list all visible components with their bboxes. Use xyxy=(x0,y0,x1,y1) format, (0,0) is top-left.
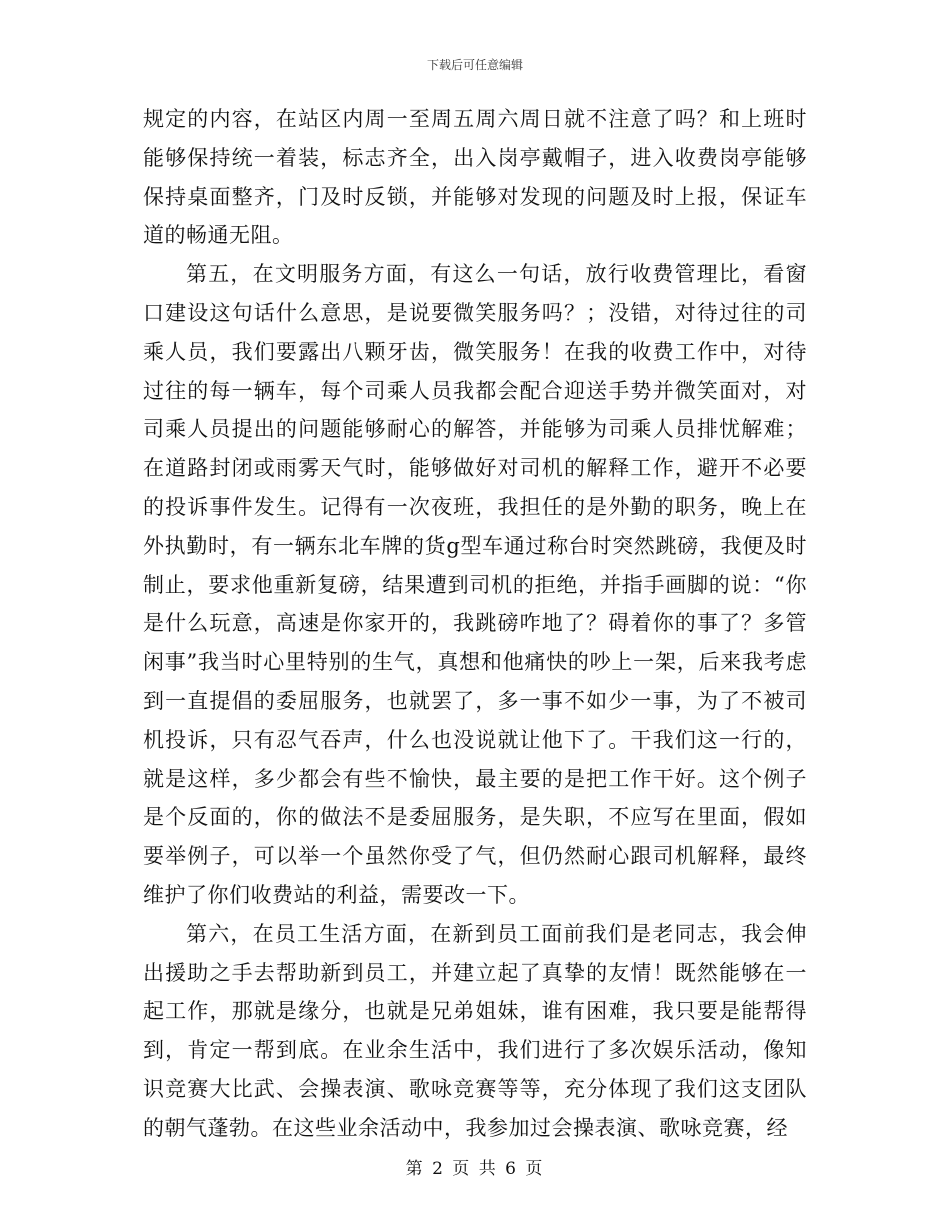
paragraph-staff-life: 第六，在员工生活方面，在新到员工面前我们是老同志，我会伸出援助之手去帮助新到员工，并建立起了真挚的友情！既然能够在一起工作，那就是缘分，也就是兄弟姐妹，谁有困难，我只要是能帮得到，肯定一帮到底。在业余生活中，我们进行了多次娱乐活动，像知识竞赛大比武、会操表演、歌咏竞赛等等，充分体现了我们这支团队的朝气蓬勃。在这些业余活动中，我参加过会操表演、歌咏竞赛，经 xyxy=(143,921,807,1140)
page-header: 下载后可任意编辑 xyxy=(426,58,523,72)
document-body xyxy=(143,100,807,1148)
paragraph-civil-service: 第五，在文明服务方面，有这么一句话，放行收费管理比，看窗口建设这句话什么意思，是说要微笑服务吗？；没错，对待过往的司乘人员，我们要露出八颗牙齿，微笑服务！在我的收费工作中，对待过往的每一辆车，每个司乘人员我都会配合迎送手势并微笑面对，对司乘人员提出的问题能够耐心的解答，并能够为司乘人员排忧解难；在道路封闭或雨雾天气时，能够做好对司机的解释工作，避开不必要的投诉事件发生。记得有一次夜班，我担任的是外勤的职务，晚上在外执勤时，有一辆东北车牌的货g型车通过称台时突然跳磅，我便及时制止，要求他重新复磅，结果遭到司机的拒绝，并指手画脚的说：“你是什么玩意，高速是你家开的，我跳磅咋地了？碍着你的事了？多管闲事”我当时心里特别的生气，真想和他痛快的吵上一架，后来我考虑到一直提倡的委屈服务，也就罢了，多一事不如少一事，为了不被司机投诉，只有忍气吞声，什么也没说就让他下了。干我们这一行的，就是这样，多少都会有些不愉快，最主要的是把工作干好。这个例子是个反面的，你的做法不是委屈服务，是失职，不应写在里面，假如要举例子，可以举一个虽然你受了气，但仍然耐心跟司机解释，最终维护了你们收费站的利益，需要改一下。 xyxy=(143,262,807,907)
paragraph-continuation: 规定的内容，在站区内周一至周五周六周日就不注意了吗？和上班时能够保持统一着装，标志齐全，出入岗亭戴帽子，进入收费岗亭能够保持桌面整齐，门及时反锁，并能够对发现的问题及时上报，保证车道的畅通无阻。 xyxy=(143,107,807,248)
page-number-footer: 第 2 页 共 6 页 xyxy=(405,1159,545,1179)
